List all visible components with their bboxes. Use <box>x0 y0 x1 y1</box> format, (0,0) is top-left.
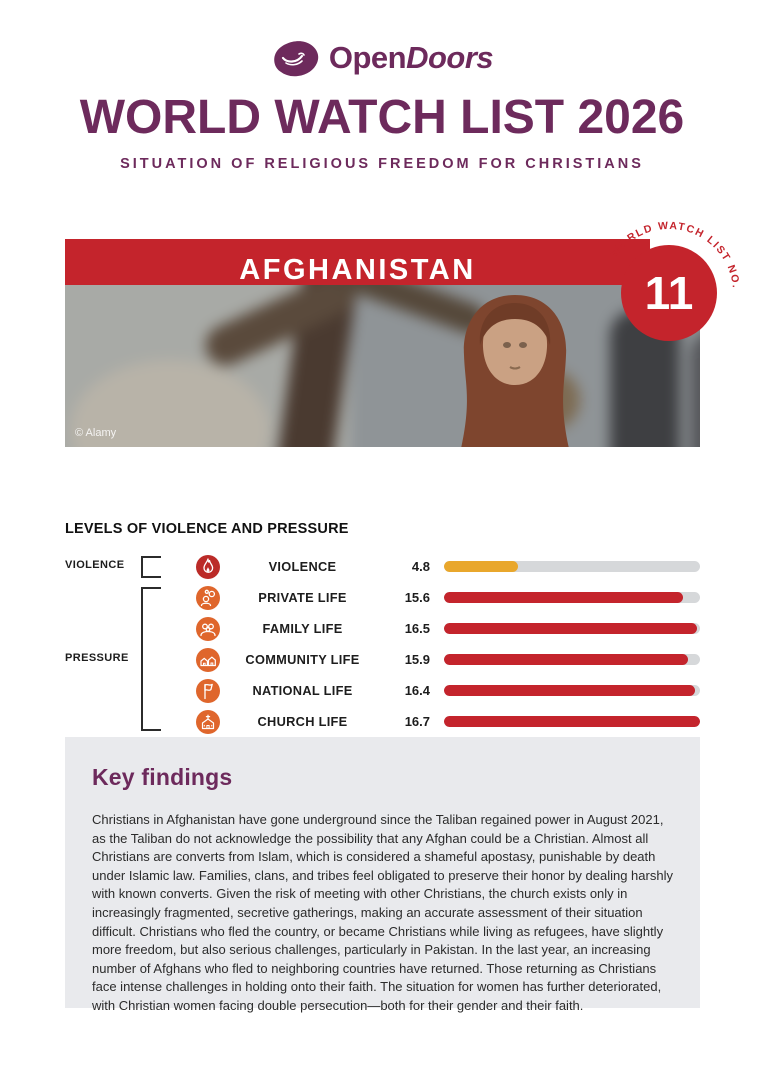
violence-group-label: VIOLENCE <box>65 559 125 571</box>
violence-pressure-chart <box>65 551 700 737</box>
category-label: COMMUNITY LIFE <box>245 652 360 667</box>
category-label: VIOLENCE <box>268 559 337 574</box>
country-name: AFGHANISTAN <box>239 253 476 286</box>
bar-fill <box>444 654 688 665</box>
family-life-icon <box>196 617 220 641</box>
bar-track <box>444 561 700 572</box>
category-value: 16.4 <box>404 683 430 698</box>
category-label: PRIVATE LIFE <box>258 590 347 605</box>
bar-track <box>444 592 700 603</box>
key-findings-section <box>65 737 700 1013</box>
bar-fill <box>444 685 695 696</box>
bar-fill <box>444 623 697 634</box>
pressure-group-label: PRESSURE <box>65 652 129 664</box>
bar-track <box>444 623 700 634</box>
key-findings-heading: Key findings <box>92 764 233 790</box>
rank-badge <box>592 208 762 378</box>
page-title: WORLD WATCH LIST 2026 <box>79 91 685 144</box>
category-value: 15.6 <box>404 590 430 605</box>
community-life-icon <box>196 648 220 672</box>
category-label: CHURCH LIFE <box>257 714 348 729</box>
bar-fill <box>444 561 518 572</box>
logo-wordmark <box>329 40 493 76</box>
rank-number: 11 <box>644 267 694 319</box>
open-doors-stone-icon <box>271 36 321 80</box>
page-subtitle: SITUATION OF RELIGIOUS FREEDOM FOR CHRISTIANS <box>120 156 644 172</box>
category-value: 15.9 <box>404 652 430 667</box>
category-value: 4.8 <box>411 559 430 574</box>
pressure-bracket <box>141 587 161 731</box>
violence-bracket <box>141 556 161 578</box>
bar-track <box>444 654 700 665</box>
bar-fill <box>444 592 683 603</box>
bar-track <box>444 685 700 696</box>
bar-track <box>444 716 700 727</box>
category-value: 16.7 <box>404 714 430 729</box>
private-life-icon <box>196 586 220 610</box>
church-life-icon <box>196 710 220 734</box>
chart-heading: LEVELS OF VIOLENCE AND PRESSURE <box>65 521 349 537</box>
photo-woman-figure <box>420 293 610 447</box>
national-life-icon <box>196 679 220 703</box>
key-findings-body: Christians in Afghanistan have gone underground since the Taliban regained power in August 2021, as the Taliban do not acknowledge the possibility that any Afghan could be a Christian. Almost all Christians are converts from Islam, which is considered a shameful apostasy, punishable by death under Islamic law. Families, clans, and tribes feel obligated to preserve their honor by dealing harshly with known converts. Given the risk of meeting with other Christians, the church exists only in increasingly fragmented, secretive gatherings, making an accurate assessment of their situation difficult. Christians who fled the country, or became Christians while living as refugees, have slightly more freedom, but also serious challenges, particularly in Pakistan. In the last year, an increasing number of Afghans who fled to neighboring countries have returned. Those returning as Christians face intense challenges in holding onto their faith. The situation for women has further deteriorated, with Christian women facing double persecution—both for their gender and their faith. <box>92 812 673 1013</box>
category-value: 16.5 <box>404 621 430 636</box>
open-doors-logo <box>0 0 764 80</box>
violence-icon <box>196 555 220 579</box>
logo-word-doors: Doors <box>406 40 494 75</box>
rank-ring-text: WORLD WATCH LIST NO. <box>608 219 742 290</box>
bar-fill <box>444 716 700 727</box>
logo-word-open: Open <box>328 40 407 75</box>
category-label: NATIONAL LIFE <box>252 683 353 698</box>
photo-credit: © Alamy <box>75 427 117 439</box>
category-label: FAMILY LIFE <box>262 621 343 636</box>
